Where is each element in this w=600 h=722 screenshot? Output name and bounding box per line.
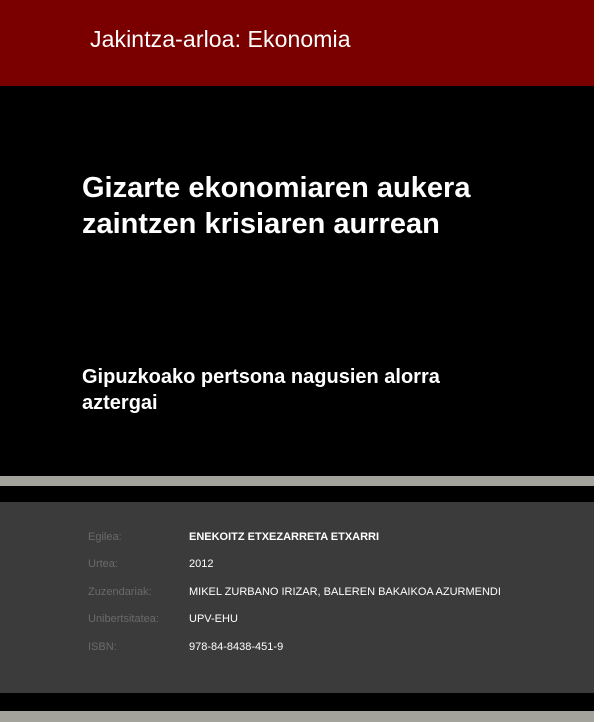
info-row-directors <box>0 586 594 606</box>
info-row-isbn <box>0 641 594 661</box>
info-label-year: Urtea: <box>88 558 118 570</box>
subtitle-line-2: aztergai <box>82 392 158 414</box>
subtitle-line-1: Gipuzkoako pertsona nagusien alorra <box>82 366 440 388</box>
divider-gap <box>0 486 594 502</box>
info-label-university: Unibertsitatea: <box>88 613 159 625</box>
info-row-university <box>0 613 594 633</box>
cover-title <box>82 170 562 242</box>
bottom-gap <box>0 693 594 711</box>
info-value-isbn: 978-84-8438-451-9 <box>189 641 284 653</box>
info-row-author <box>0 531 594 551</box>
info-row-year <box>0 558 594 578</box>
divider-stripe-top <box>0 476 594 486</box>
info-label-author: Egilea: <box>88 531 122 543</box>
info-label-isbn: ISBN: <box>88 641 117 653</box>
page-edge <box>594 0 600 722</box>
title-line-2: zaintzen krisiaren aurrean <box>82 208 440 240</box>
header-band <box>0 0 594 86</box>
title-line-1: Gizarte ekonomiaren aukera <box>82 172 471 204</box>
info-value-year: 2012 <box>189 558 214 570</box>
info-panel <box>0 502 594 693</box>
field-label: Jakintza-arloa: Ekonomia <box>90 26 351 52</box>
divider-stripe-bottom <box>0 711 594 722</box>
info-value-directors: MIKEL ZURBANO IRIZAR, BALEREN BAKAIKOA AZURMENDI <box>189 586 501 598</box>
info-value-university: UPV-EHU <box>189 613 238 625</box>
info-label-directors: Zuzendariak: <box>88 586 152 598</box>
info-value-author: ENEKOITZ ETXEZARRETA ETXARRI <box>189 531 380 543</box>
cover-subtitle <box>82 364 542 416</box>
